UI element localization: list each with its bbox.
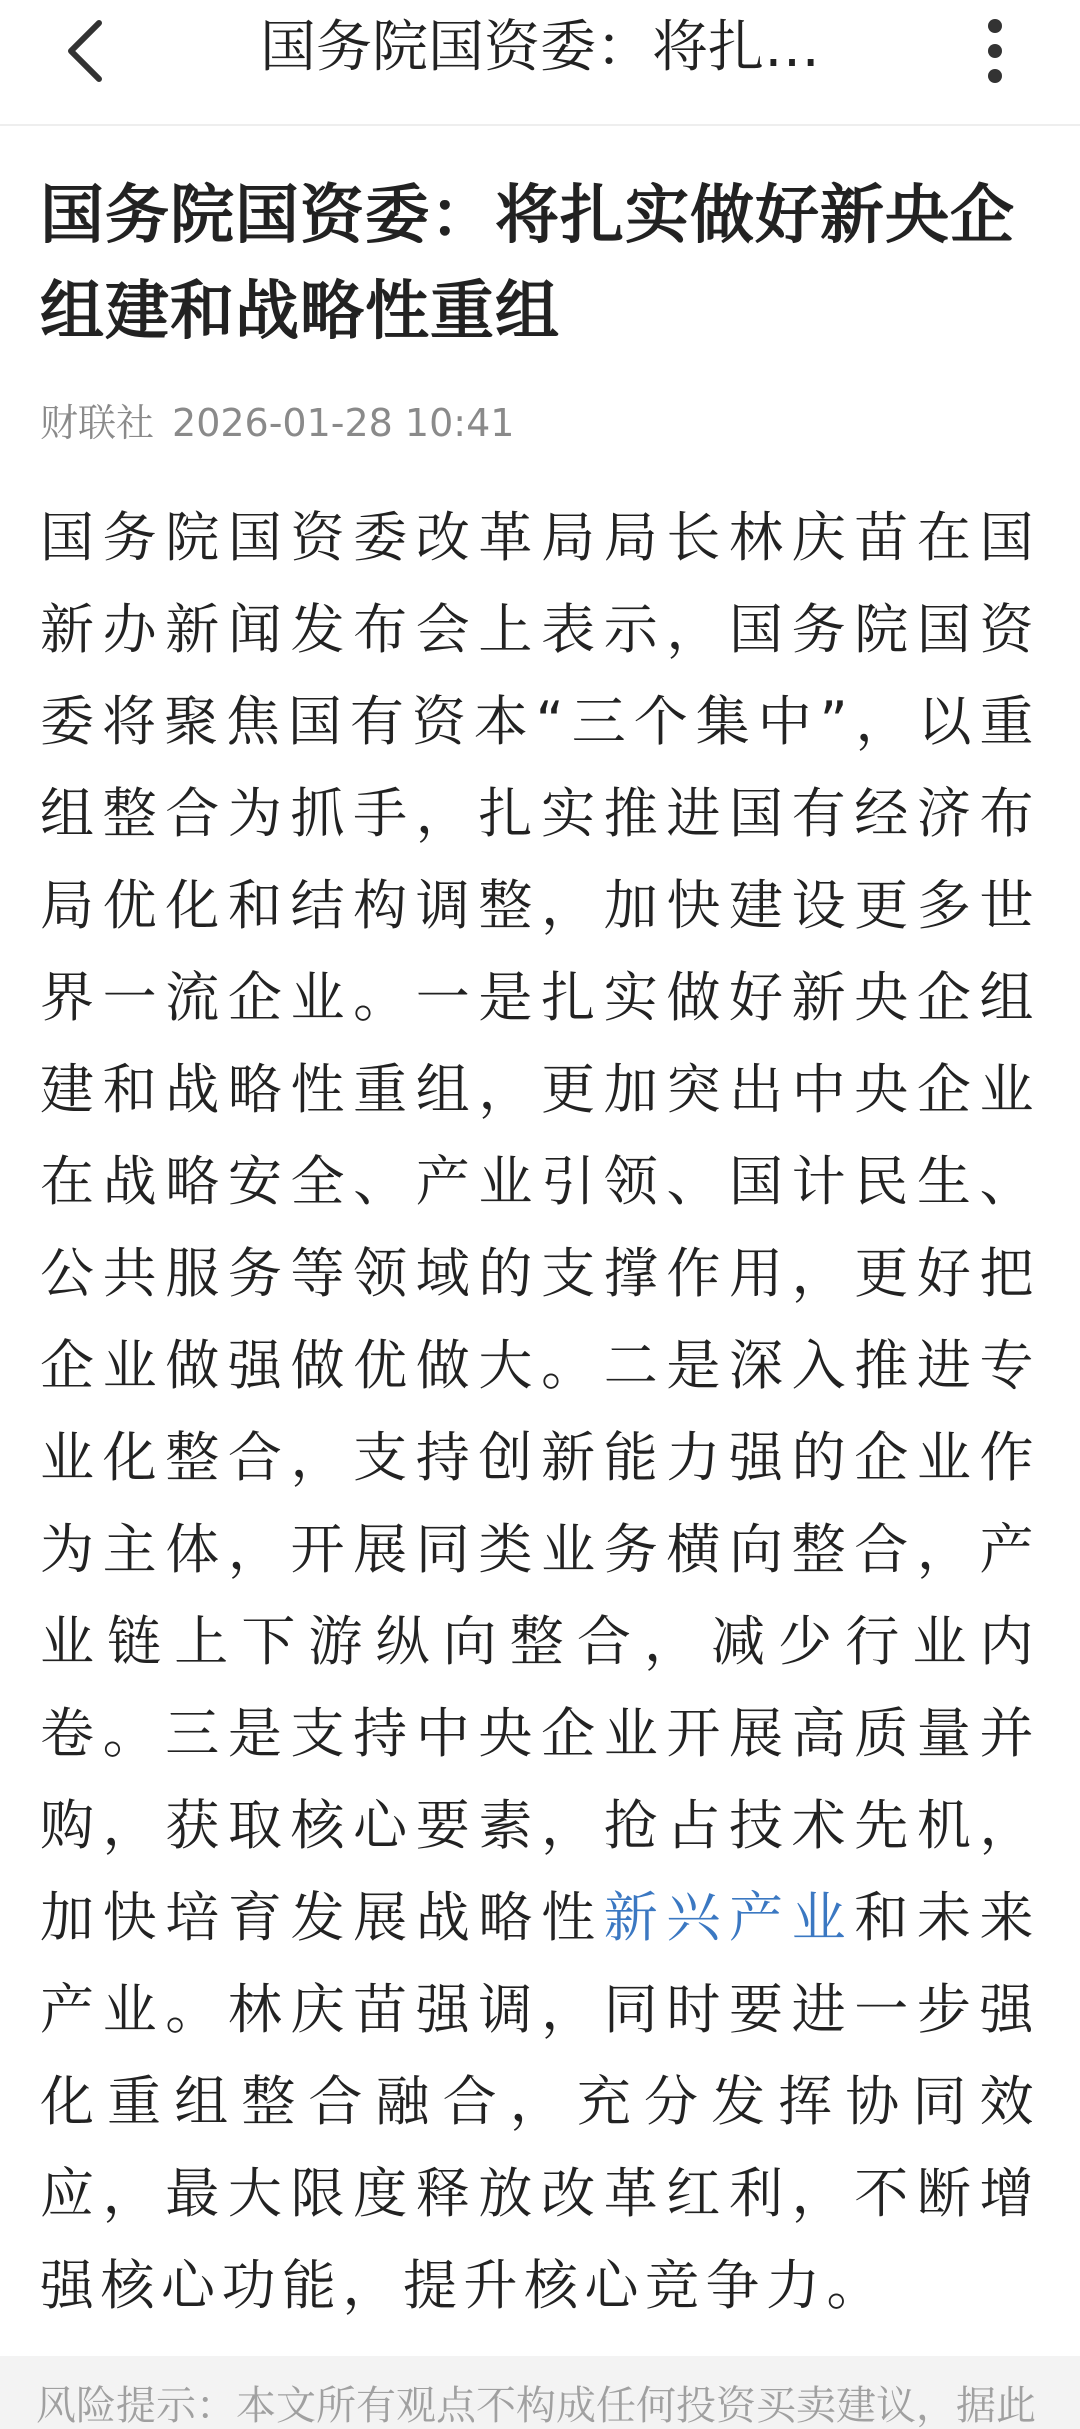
back-button[interactable] <box>40 6 130 96</box>
nav-title: 国务院国资委：将扎… <box>260 15 820 80</box>
article-datetime: 2026-01-28 10:41 <box>172 401 515 445</box>
chevron-left-icon <box>63 19 107 83</box>
article-source: 财联社 <box>40 401 155 445</box>
article-content <box>40 168 1040 2332</box>
top-navigation-bar <box>0 0 1080 126</box>
article-body-text-end: 和未来产业。林庆苗强调，同时要进一步强化重组整合融合，充分发挥协同效应，最大限度释放改革红利，不断增强核心功能，提升核心竞争力。 <box>40 1886 1041 2317</box>
keyword-link[interactable]: 新兴产业 <box>603 1886 855 1949</box>
risk-notice-bar <box>0 2356 1080 2429</box>
article-body-text: 国务院国资委改革局局长林庆苗在国新办新闻发布会上表示，国务院国资委将聚焦国有资本“三个集中”，以重组整合为抓手，扎实推进国有经济布局优化和结构调整，加快建设更多世界一流企业。一是扎实做好新央企组建和战略性重组，更加突出中央企业在战略安全、产业引领、国计民生、公共服务等领域的支撑作用，更好把企业做强做优做大。二是深入推进专业化整合，支持创新能力强的企业作为主体，开展同类业务横向整合，产业链上下游纵向整合，减少行业内卷。三是支持中央企业开展高质量并购，获取核心要素，抢占技术先机，加快培育发展战略性 <box>40 506 1040 1949</box>
risk-notice-text: 风险提示：本文所有观点不构成任何投资买卖建议，据此 <box>36 2383 1036 2429</box>
more-options-button[interactable] <box>950 6 1040 96</box>
article-headline: 国务院国资委：将扎实做好新央企组建和战略性重组 <box>40 179 1015 349</box>
article-meta <box>40 398 1040 448</box>
more-vertical-icon <box>985 18 1005 84</box>
article-body <box>40 492 1040 2332</box>
